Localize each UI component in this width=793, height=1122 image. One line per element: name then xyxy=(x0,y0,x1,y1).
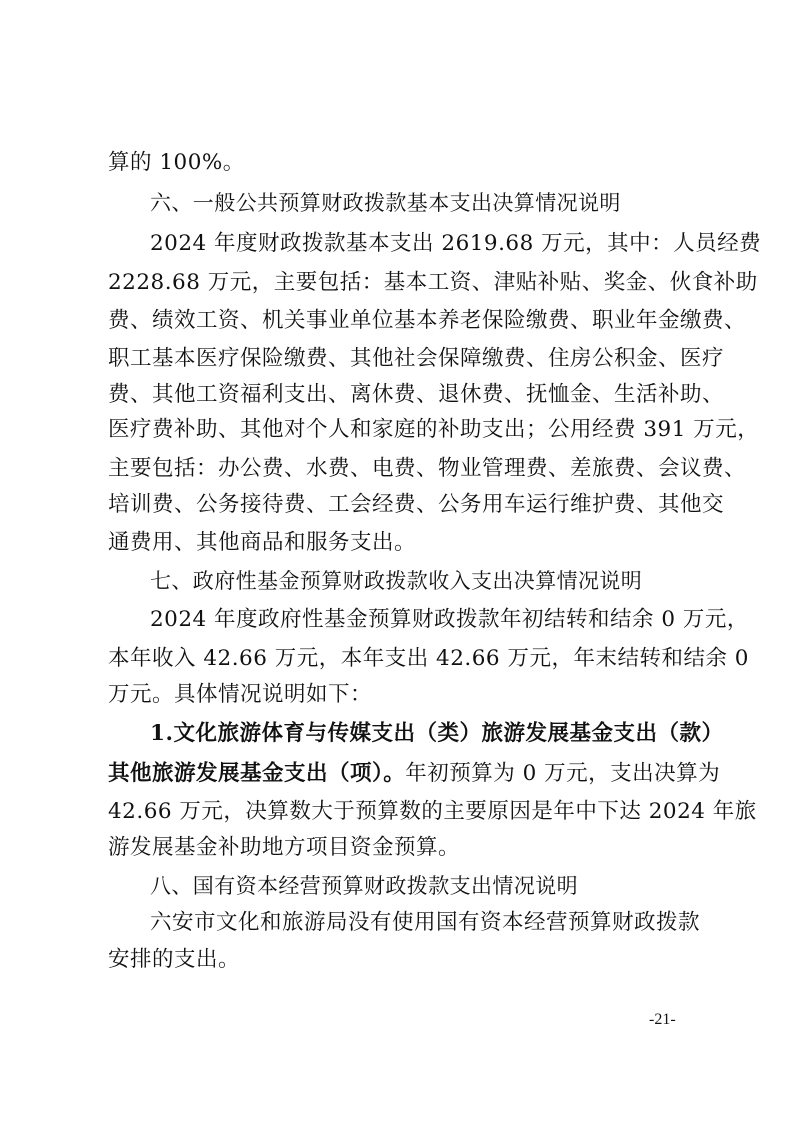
text-span: 年初预算为 0 万元，支出决算为 xyxy=(405,761,721,786)
subsection-heading-tail: 其他旅游发展基金支出（项）。 xyxy=(108,761,406,786)
text-line: 主要包括：办公费、水费、电费、物业管理费、差旅费、会议费、 xyxy=(108,456,747,481)
text-line: 六安市文化和旅游局没有使用国有资本经营预算财政拨款 xyxy=(150,910,701,935)
section-heading-7: 七、政府性基金预算财政拨款收入支出决算情况说明 xyxy=(150,569,643,593)
text-line: 培训费、公务接待费、工会经费、公务用车运行维护费、其他交 xyxy=(108,492,725,517)
text-line: 费、绩效工资、机关事业单位基本养老保险缴费、职业年金缴费、 xyxy=(108,308,747,333)
text-line: 费、其他工资福利支出、离休费、退休费、抚恤金、生活补助、 xyxy=(108,382,725,407)
text-line: 安排的支出。 xyxy=(108,947,241,972)
text-line: 万元。具体情况说明如下： xyxy=(108,682,373,707)
text-line: 医疗费补助、其他对个人和家庭的补助支出；公用经费 391 万元， xyxy=(108,417,760,442)
text-line: 2024 年度政府性基金预算财政拨款年初结转和结余 0 万元， xyxy=(150,607,749,632)
page-number: -21- xyxy=(649,1011,676,1028)
text-line: 2228.68 万元，主要包括：基本工资、津贴补贴、奖金、伙食补助 xyxy=(108,270,758,295)
text-line: 本年收入 42.66 万元，本年支出 42.66 万元，年末结转和结余 0 xyxy=(108,646,749,671)
subsection-heading: 1.文化旅游体育与传媒支出（类）旅游发展基金支出（款） xyxy=(150,721,724,746)
subsection-heading-continued xyxy=(108,759,721,789)
text-line: 算的 100%。 xyxy=(108,150,245,175)
text-line: 42.66 万元，决算数大于预算数的主要原因是年中下达 2024 年旅 xyxy=(108,799,757,824)
section-heading-8: 八、国有资本经营预算财政拨款支出情况说明 xyxy=(150,874,578,898)
text-line: 2024 年度财政拨款基本支出 2619.68 万元，其中：人员经费 xyxy=(150,231,762,256)
text-line: 职工基本医疗保险缴费、其他社会保障缴费、住房公积金、医疗 xyxy=(108,346,725,371)
text-line: 游发展基金补助地方项目资金预算。 xyxy=(108,835,461,860)
section-heading-6: 六、一般公共预算财政拨款基本支出决算情况说明 xyxy=(150,191,621,215)
text-line: 通费用、其他商品和服务支出。 xyxy=(108,530,417,555)
